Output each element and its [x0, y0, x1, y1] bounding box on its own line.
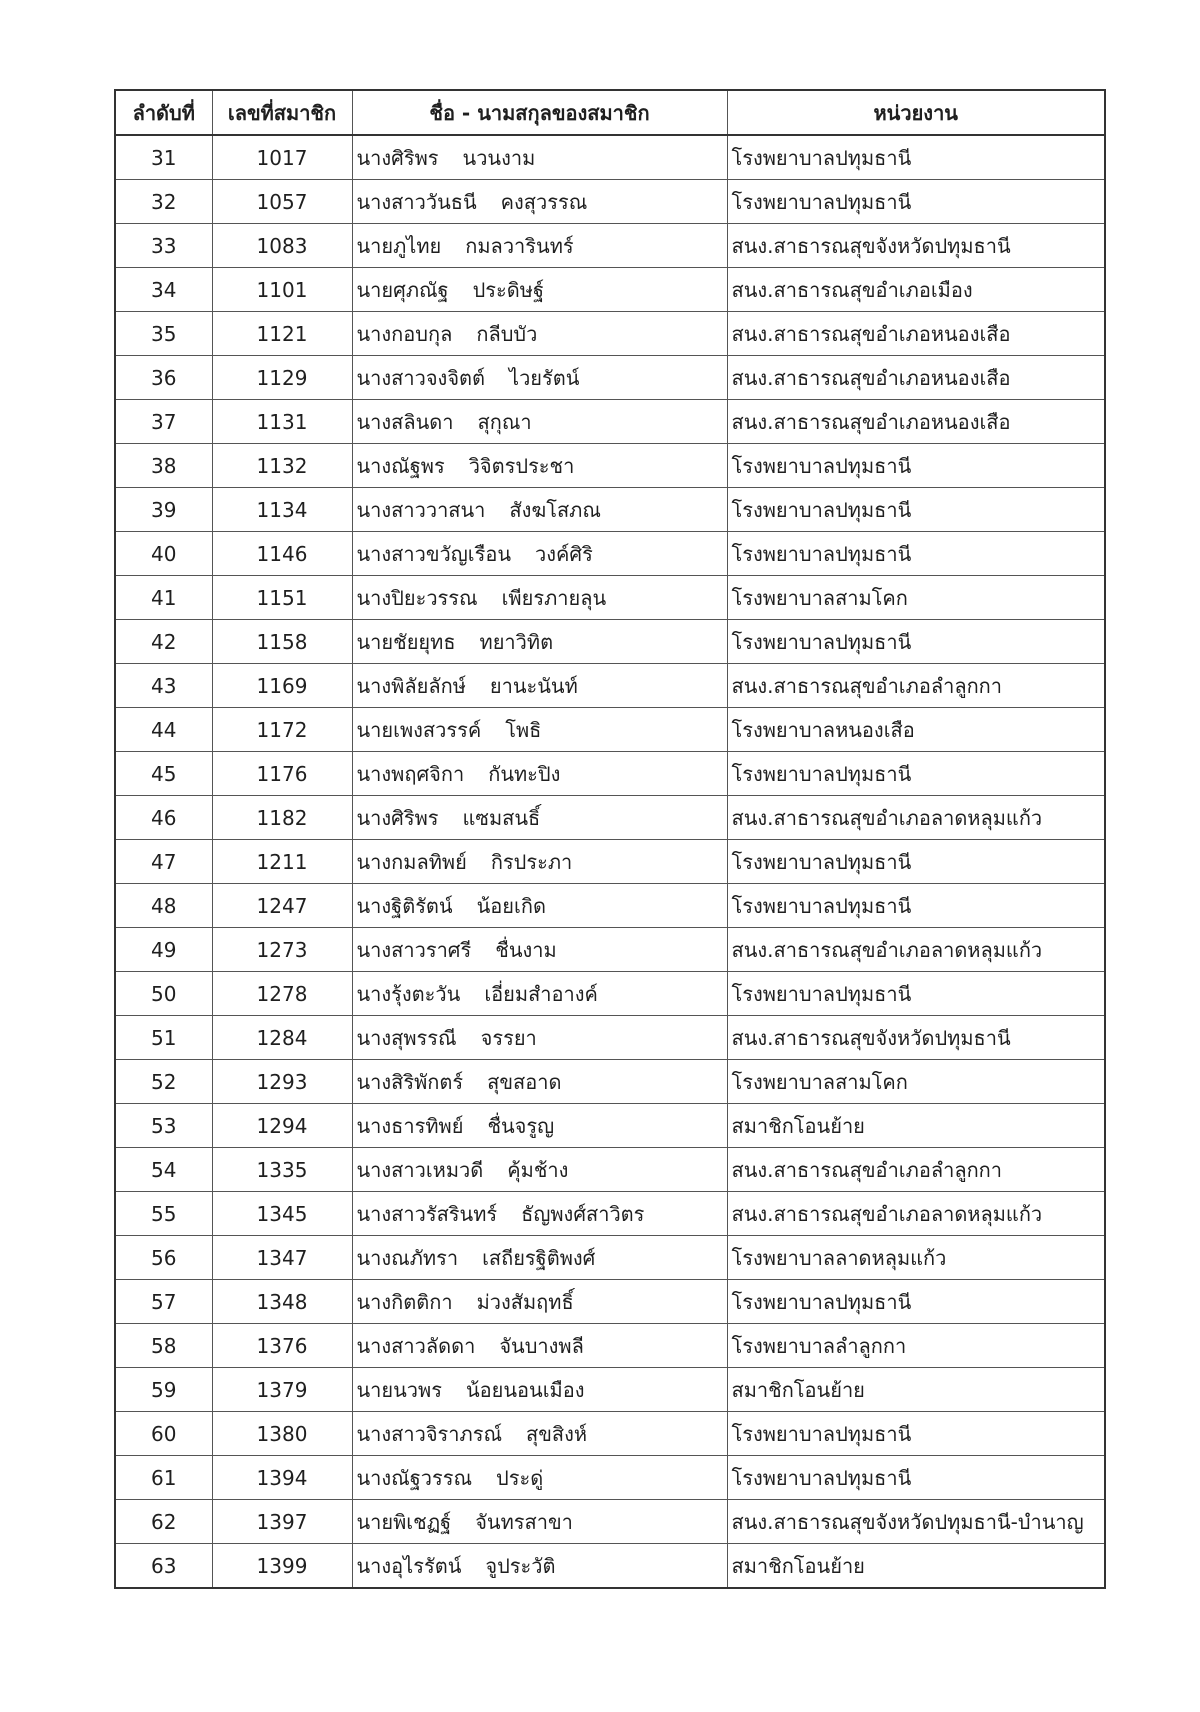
member-given-name: นายนวพร	[356, 1377, 442, 1402]
cell-unit: โรงพยาบาลสามโคก	[727, 1060, 1105, 1104]
member-surname: ประดู่	[496, 1465, 544, 1490]
cell-member-id: 1169	[212, 664, 352, 708]
member-surname: ธัญพงศ์สาวิตร	[521, 1201, 645, 1226]
cell-unit: สนง.สาธารณสุขอำเภอหนองเสือ	[727, 312, 1105, 356]
table-header-row	[115, 90, 1105, 135]
cell-order-no: 39	[115, 488, 212, 532]
member-surname: ไวยรัตน์	[509, 365, 580, 390]
cell-order-no: 51	[115, 1016, 212, 1060]
member-surname: น้อยเกิด	[476, 893, 546, 918]
cell-member-name	[352, 356, 727, 400]
member-given-name: นางสาวเหมวดี	[356, 1157, 484, 1182]
member-given-name: นางธารทิพย์	[356, 1113, 464, 1138]
table-row	[115, 268, 1105, 312]
cell-member-id: 1394	[212, 1456, 352, 1500]
member-given-name: นางสุพรรณี	[356, 1025, 457, 1050]
member-given-name: นายพิเชฏฐ์	[356, 1509, 452, 1534]
member-given-name: นางรุ้งตะวัน	[356, 981, 461, 1006]
cell-order-no: 43	[115, 664, 212, 708]
cell-unit: สนง.สาธารณสุขอำเภอลาดหลุมแก้ว	[727, 928, 1105, 972]
member-surname: เสถียรฐิติพงศ์	[482, 1245, 596, 1270]
table-row	[115, 1148, 1105, 1192]
member-surname: เอี่ยมสำอางค์	[484, 981, 598, 1006]
cell-unit: สนง.สาธารณสุขอำเภอลาดหลุมแก้ว	[727, 796, 1105, 840]
member-given-name: นางสลินดา	[356, 409, 454, 434]
table-row	[115, 708, 1105, 752]
member-surname: เพียรภายลุน	[501, 585, 607, 610]
cell-order-no: 54	[115, 1148, 212, 1192]
cell-member-name	[352, 1412, 727, 1456]
cell-order-no: 47	[115, 840, 212, 884]
cell-member-name	[352, 664, 727, 708]
table-row	[115, 972, 1105, 1016]
cell-unit: สนง.สาธารณสุขอำเภอเมือง	[727, 268, 1105, 312]
member-given-name: นางพิลัยลักษ์	[356, 673, 466, 698]
table-row	[115, 1544, 1105, 1589]
table-row	[115, 1192, 1105, 1236]
cell-order-no: 52	[115, 1060, 212, 1104]
member-given-name: นางสาวรัสรินทร์	[356, 1201, 498, 1226]
cell-unit: โรงพยาบาลปทุมธานี	[727, 1280, 1105, 1324]
cell-member-id: 1397	[212, 1500, 352, 1544]
cell-order-no: 46	[115, 796, 212, 840]
member-table-body	[115, 135, 1105, 1588]
cell-member-id: 1211	[212, 840, 352, 884]
cell-member-id: 1294	[212, 1104, 352, 1148]
cell-unit: โรงพยาบาลสามโคก	[727, 576, 1105, 620]
cell-unit: โรงพยาบาลปทุมธานี	[727, 180, 1105, 224]
member-surname: ชื่นงาม	[495, 937, 557, 962]
table-row	[115, 796, 1105, 840]
cell-unit: โรงพยาบาลปทุมธานี	[727, 840, 1105, 884]
table-row	[115, 224, 1105, 268]
cell-unit: โรงพยาบาลลำลูกกา	[727, 1324, 1105, 1368]
cell-order-no: 35	[115, 312, 212, 356]
cell-member-id: 1121	[212, 312, 352, 356]
table-row	[115, 664, 1105, 708]
cell-order-no: 62	[115, 1500, 212, 1544]
cell-member-id: 1182	[212, 796, 352, 840]
cell-unit: สนง.สาธารณสุขอำเภอหนองเสือ	[727, 356, 1105, 400]
header-order-no: ลำดับที่	[115, 90, 212, 135]
member-surname: ทยาวิทิต	[479, 629, 554, 654]
member-given-name: นางศิริพร	[356, 805, 439, 830]
cell-member-name	[352, 1544, 727, 1589]
cell-member-name	[352, 884, 727, 928]
member-surname: จันทรสาขา	[475, 1509, 573, 1534]
cell-unit: โรงพยาบาลปทุมธานี	[727, 1412, 1105, 1456]
cell-member-name	[352, 620, 727, 664]
cell-unit: สนง.สาธารณสุขจังหวัดปทุมธานี-บำนาญ	[727, 1500, 1105, 1544]
cell-member-id: 1134	[212, 488, 352, 532]
member-surname: นวนงาม	[462, 145, 536, 170]
cell-member-name	[352, 400, 727, 444]
table-row	[115, 752, 1105, 796]
cell-unit: โรงพยาบาลลาดหลุมแก้ว	[727, 1236, 1105, 1280]
cell-member-name	[352, 1104, 727, 1148]
cell-member-id: 1083	[212, 224, 352, 268]
cell-member-id: 1348	[212, 1280, 352, 1324]
cell-order-no: 49	[115, 928, 212, 972]
cell-member-id: 1247	[212, 884, 352, 928]
member-table	[114, 89, 1106, 1589]
cell-unit: สมาชิกโอนย้าย	[727, 1368, 1105, 1412]
member-given-name: นางสาวจงจิตต์	[356, 365, 486, 390]
cell-member-name	[352, 796, 727, 840]
cell-order-no: 31	[115, 135, 212, 180]
cell-order-no: 38	[115, 444, 212, 488]
cell-unit: สนง.สาธารณสุขอำเภอลาดหลุมแก้ว	[727, 1192, 1105, 1236]
cell-member-name	[352, 268, 727, 312]
cell-member-id: 1131	[212, 400, 352, 444]
cell-member-name	[352, 312, 727, 356]
cell-order-no: 40	[115, 532, 212, 576]
cell-order-no: 55	[115, 1192, 212, 1236]
document-page	[114, 89, 1104, 1589]
member-given-name: นางณัฐพร	[356, 453, 445, 478]
member-given-name: นางศิริพร	[356, 145, 439, 170]
member-surname: วงค์ศิริ	[535, 541, 593, 566]
cell-member-id: 1158	[212, 620, 352, 664]
table-row	[115, 1412, 1105, 1456]
cell-unit: โรงพยาบาลปทุมธานี	[727, 620, 1105, 664]
member-given-name: นางฐิติรัตน์	[356, 893, 453, 918]
cell-member-name	[352, 840, 727, 884]
cell-member-id: 1057	[212, 180, 352, 224]
cell-member-id: 1376	[212, 1324, 352, 1368]
member-surname: กันทะปิง	[488, 761, 561, 786]
cell-unit: โรงพยาบาลปทุมธานี	[727, 1456, 1105, 1500]
cell-unit: โรงพยาบาลหนองเสือ	[727, 708, 1105, 752]
cell-member-name	[352, 1148, 727, 1192]
cell-unit: โรงพยาบาลปทุมธานี	[727, 488, 1105, 532]
cell-order-no: 63	[115, 1544, 212, 1589]
header-unit: หน่วยงาน	[727, 90, 1105, 135]
cell-member-id: 1335	[212, 1148, 352, 1192]
member-surname: ยานะนันท์	[489, 673, 578, 698]
cell-order-no: 59	[115, 1368, 212, 1412]
member-given-name: นางสาวลัดดา	[356, 1333, 476, 1358]
cell-member-name	[352, 1236, 727, 1280]
cell-order-no: 41	[115, 576, 212, 620]
cell-member-id: 1151	[212, 576, 352, 620]
header-member-id: เลขที่สมาชิก	[212, 90, 352, 135]
member-given-name: นางอุไรรัตน์	[356, 1553, 462, 1578]
cell-unit: โรงพยาบาลปทุมธานี	[727, 444, 1105, 488]
cell-order-no: 56	[115, 1236, 212, 1280]
cell-member-name	[352, 928, 727, 972]
cell-order-no: 45	[115, 752, 212, 796]
member-surname: แซมสนธิ์	[462, 805, 541, 830]
cell-unit: สนง.สาธารณสุขอำเภอลำลูกกา	[727, 1148, 1105, 1192]
member-given-name: นางกิตติกา	[356, 1289, 453, 1314]
cell-member-name	[352, 1280, 727, 1324]
member-surname: ชื่นจรูญ	[487, 1113, 555, 1138]
cell-member-name	[352, 444, 727, 488]
member-given-name: นางณภัทรา	[356, 1245, 459, 1270]
cell-order-no: 42	[115, 620, 212, 664]
cell-member-id: 1399	[212, 1544, 352, 1589]
table-row	[115, 312, 1105, 356]
cell-member-name	[352, 224, 727, 268]
member-given-name: นางสาวขวัญเรือน	[356, 541, 512, 566]
cell-unit: โรงพยาบาลปทุมธานี	[727, 532, 1105, 576]
cell-order-no: 36	[115, 356, 212, 400]
table-row	[115, 1456, 1105, 1500]
cell-member-id: 1347	[212, 1236, 352, 1280]
cell-member-id: 1380	[212, 1412, 352, 1456]
cell-member-name	[352, 1060, 727, 1104]
table-row	[115, 1368, 1105, 1412]
table-row	[115, 884, 1105, 928]
cell-member-name	[352, 180, 727, 224]
member-given-name: นางณัฐวรรณ	[356, 1465, 473, 1490]
cell-member-id: 1176	[212, 752, 352, 796]
cell-unit: สนง.สาธารณสุขจังหวัดปทุมธานี	[727, 1016, 1105, 1060]
member-surname: สุขสอาด	[487, 1069, 562, 1094]
cell-order-no: 32	[115, 180, 212, 224]
member-given-name: นายศุภณัฐ	[356, 277, 449, 302]
cell-member-name	[352, 1368, 727, 1412]
member-surname: สุขสิงห์	[526, 1421, 588, 1446]
table-row	[115, 532, 1105, 576]
member-given-name: นางสาววันธนี	[356, 189, 477, 214]
cell-member-name	[352, 752, 727, 796]
member-surname: จรรยา	[480, 1025, 537, 1050]
member-given-name: นางสาวจิราภรณ์	[356, 1421, 503, 1446]
cell-member-id: 1273	[212, 928, 352, 972]
cell-order-no: 33	[115, 224, 212, 268]
member-surname: น้อยนอนเมือง	[465, 1377, 585, 1402]
cell-order-no: 44	[115, 708, 212, 752]
table-row	[115, 1016, 1105, 1060]
cell-member-name	[352, 1192, 727, 1236]
member-given-name: นางสาววาสนา	[356, 497, 486, 522]
member-surname: วิจิตรประชา	[468, 453, 575, 478]
table-row	[115, 180, 1105, 224]
member-surname: โพธิ	[505, 717, 542, 742]
member-given-name: นางปิยะวรรณ	[356, 585, 478, 610]
cell-member-id: 1101	[212, 268, 352, 312]
cell-member-id: 1379	[212, 1368, 352, 1412]
header-member-name: ชื่อ - นามสกุลของสมาชิก	[352, 90, 727, 135]
cell-unit: สนง.สาธารณสุขอำเภอหนองเสือ	[727, 400, 1105, 444]
member-surname: กลีบบัว	[476, 321, 538, 346]
member-given-name: นางสาวราศรี	[356, 937, 472, 962]
member-surname: คุ้มช้าง	[507, 1157, 569, 1182]
cell-unit: โรงพยาบาลปทุมธานี	[727, 135, 1105, 180]
cell-member-name	[352, 708, 727, 752]
table-row	[115, 1236, 1105, 1280]
member-given-name: นางพฤศจิกา	[356, 761, 465, 786]
member-given-name: นายภูไทย	[356, 233, 442, 258]
member-surname: ม่วงสัมฤทธิ์	[476, 1289, 574, 1314]
cell-member-id: 1132	[212, 444, 352, 488]
cell-member-id: 1284	[212, 1016, 352, 1060]
table-row	[115, 135, 1105, 180]
cell-member-id: 1293	[212, 1060, 352, 1104]
table-row	[115, 356, 1105, 400]
member-surname: จันบางพลี	[499, 1333, 584, 1358]
member-surname: ประดิษฐ์	[472, 277, 544, 302]
cell-unit: โรงพยาบาลปทุมธานี	[727, 884, 1105, 928]
member-given-name: นางกมลทิพย์	[356, 849, 467, 874]
cell-unit: สมาชิกโอนย้าย	[727, 1104, 1105, 1148]
table-row	[115, 1104, 1105, 1148]
cell-member-id: 1146	[212, 532, 352, 576]
cell-member-name	[352, 135, 727, 180]
member-surname: คงสุวรรณ	[500, 189, 588, 214]
cell-member-name	[352, 972, 727, 1016]
cell-unit: โรงพยาบาลปทุมธานี	[727, 752, 1105, 796]
cell-order-no: 53	[115, 1104, 212, 1148]
member-surname: จูประวัติ	[485, 1553, 556, 1578]
cell-order-no: 48	[115, 884, 212, 928]
cell-unit: สนง.สาธารณสุขจังหวัดปทุมธานี	[727, 224, 1105, 268]
member-given-name: นายชัยยุทธ	[356, 629, 456, 654]
cell-member-id: 1278	[212, 972, 352, 1016]
table-row	[115, 1324, 1105, 1368]
cell-member-name	[352, 576, 727, 620]
cell-order-no: 34	[115, 268, 212, 312]
table-row	[115, 488, 1105, 532]
table-row	[115, 620, 1105, 664]
member-given-name: นายเพงสวรรค์	[356, 717, 482, 742]
cell-order-no: 37	[115, 400, 212, 444]
cell-member-name	[352, 1456, 727, 1500]
cell-member-id: 1172	[212, 708, 352, 752]
cell-member-id: 1345	[212, 1192, 352, 1236]
table-row	[115, 576, 1105, 620]
member-surname: สังฆโสภณ	[509, 497, 601, 522]
cell-member-name	[352, 488, 727, 532]
member-surname: กิรประภา	[490, 849, 573, 874]
table-row	[115, 444, 1105, 488]
table-row	[115, 928, 1105, 972]
table-row	[115, 400, 1105, 444]
table-row	[115, 1280, 1105, 1324]
cell-order-no: 60	[115, 1412, 212, 1456]
cell-order-no: 57	[115, 1280, 212, 1324]
table-row	[115, 840, 1105, 884]
table-row	[115, 1060, 1105, 1104]
member-given-name: นางสิริพักตร์	[356, 1069, 464, 1094]
cell-unit: โรงพยาบาลปทุมธานี	[727, 972, 1105, 1016]
member-surname: กมลวารินทร์	[465, 233, 574, 258]
cell-member-name	[352, 1500, 727, 1544]
cell-member-name	[352, 532, 727, 576]
member-surname: สุกุณา	[477, 409, 532, 434]
cell-member-id: 1017	[212, 135, 352, 180]
cell-member-name	[352, 1324, 727, 1368]
cell-order-no: 61	[115, 1456, 212, 1500]
table-row	[115, 1500, 1105, 1544]
cell-order-no: 58	[115, 1324, 212, 1368]
cell-unit: สนง.สาธารณสุขอำเภอลำลูกกา	[727, 664, 1105, 708]
member-given-name: นางกอบกุล	[356, 321, 453, 346]
cell-member-name	[352, 1016, 727, 1060]
cell-order-no: 50	[115, 972, 212, 1016]
cell-unit: สมาชิกโอนย้าย	[727, 1544, 1105, 1589]
cell-member-id: 1129	[212, 356, 352, 400]
